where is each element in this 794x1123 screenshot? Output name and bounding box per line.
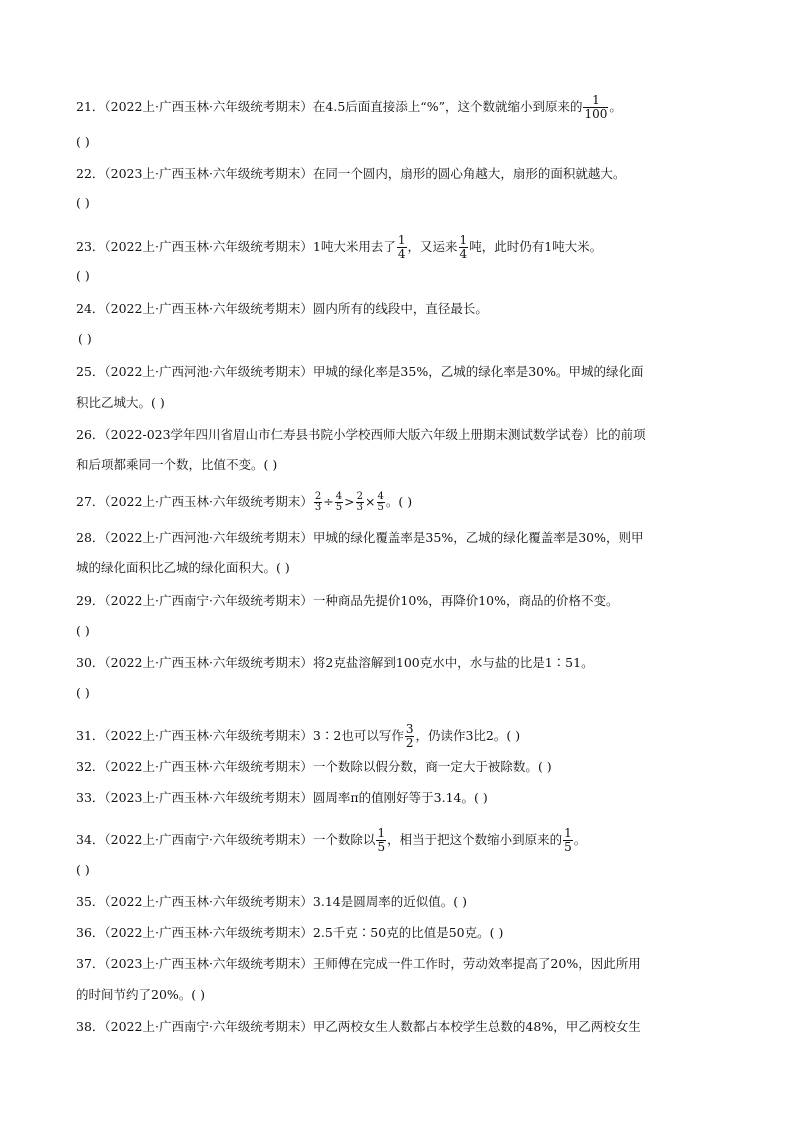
question-29: 29．（2022上·广西南宁·六年级统考期末）一种商品先提价10%，再降价10%，商品的价格不变。: [76, 593, 619, 608]
answer-blank-31[interactable]: ( ): [506, 728, 521, 743]
q-source: （2023上·广西玉林·六年级统考期末）: [104, 790, 313, 805]
question-21: 21．（2022上·广西玉林·六年级统考期末）在4.5后面直接添上“%”，这个数就缩小到原来的 $\frac{1}{100}$ 。: [76, 93, 622, 121]
q-source: （2022上·广西南宁·六年级统考期末）: [104, 593, 313, 608]
fraction: $\frac{2}{3}$: [314, 491, 322, 513]
question-24: 24．（2022上·广西玉林·六年级统考期末）圆内所有的线段中，直径最长。: [76, 301, 488, 316]
q-source: （2022上·广西玉林·六年级统考期末）: [104, 494, 313, 509]
question-22: 22．（2023上·广西玉林·六年级统考期末）在同一个圆内，扇形的圆心角越大，扇形的面积就越大。: [76, 166, 626, 181]
fraction: $\frac{3}{2}$: [405, 722, 414, 750]
answer-blank-28[interactable]: ( ): [276, 560, 290, 575]
fraction: $\frac{1}{5}$: [564, 826, 572, 854]
question-37: 37．（2023上·广西玉林·六年级统考期末）王师傅在完成一件工作时，劳动效率提高了20%，因此所用: [76, 956, 641, 971]
q-source: （2022上·广西玉林·六年级统考期末）: [104, 239, 313, 254]
q-source: （2022上·广西玉林·六年级统考期末）: [104, 894, 313, 909]
question-33: 33．（2023上·广西玉林·六年级统考期末）圆周率π的值刚好等于3.14。( ): [76, 790, 488, 805]
q-number: 21．: [76, 99, 105, 114]
q-text: 在同一个圆内，扇形的圆心角越大，扇形的面积就越大。: [312, 166, 626, 181]
answer-blank-25[interactable]: ( ): [151, 395, 165, 410]
fraction: $\frac{1}{5}$: [377, 826, 386, 854]
question-25: 25．（2022上·广西河池·六年级统考期末）甲城的绿化率是35%，乙城的绿化率是30%。甲城的绿化面: [76, 364, 644, 379]
question-32: 32．（2022上·广西玉林·六年级统考期末）一个数除以假分数，商一定大于被除数。( ): [76, 759, 552, 774]
question-26: 26．（2022-023学年四川省眉山市仁寿县书院小学校西师大版六年级上册期末测试数学试卷）比的前项: [76, 427, 646, 442]
question-25-cont: 积比乙城大。( ): [76, 395, 165, 410]
answer-blank-29[interactable]: ( ): [76, 623, 90, 638]
fraction: $\frac{2}{3}$: [356, 491, 364, 513]
answer-blank-37[interactable]: ( ): [191, 987, 206, 1002]
answer-blank-35[interactable]: ( ): [453, 894, 467, 909]
fraction: $\frac{1}{100}$: [584, 93, 608, 121]
answer-blank-23[interactable]: ( ): [76, 268, 90, 283]
fraction: $\frac{4}{5}$: [335, 491, 343, 513]
fraction: $\frac{1}{4}$: [397, 233, 406, 261]
q-source: （2022上·广西玉林·六年级统考期末）: [104, 925, 313, 940]
q-source: （2023上·广西玉林·六年级统考期末）: [104, 166, 313, 181]
answer-blank-32[interactable]: ( ): [537, 759, 552, 774]
answer-blank-21[interactable]: ( ): [76, 134, 90, 149]
question-28: 28．（2022上·广西河池·六年级统考期末）甲城的绿化覆盖率是35%，乙城的绿化覆盖率是30%，则甲: [76, 530, 644, 545]
answer-blank-26[interactable]: ( ): [263, 457, 278, 472]
answer-blank-36[interactable]: ( ): [489, 925, 504, 940]
q-source: （2022上·广西南宁·六年级统考期末）: [104, 1019, 313, 1034]
fraction: $\frac{4}{5}$: [377, 491, 384, 513]
q-source: （2022上·广西玉林·六年级统考期末）: [104, 759, 313, 774]
q-source: （2022-023学年四川省眉山市仁寿县书院小学校西师大版六年级上册期末测试数学试卷）: [104, 427, 596, 442]
q-source: （2022上·广西玉林·六年级统考期末）: [104, 301, 313, 316]
q-source: （2022上·广西南宁·六年级统考期末）: [104, 832, 313, 847]
q-source: （2022上·广西河池·六年级统考期末）: [104, 530, 313, 545]
q-source: （2022上·广西玉林·六年级统考期末）: [104, 728, 313, 743]
question-37-cont: 的时间节约了20%。( ): [76, 987, 206, 1002]
question-27: 27．（2022上·广西玉林·六年级统考期末） $\frac{2}{3}$ ÷ $\frac{4}{5}$ > $\frac{2}{3}$ × $\frac{4}{5}$ 。( ): [76, 491, 413, 513]
answer-blank-22[interactable]: ( ): [76, 195, 90, 210]
question-23: 23．（2022上·广西玉林·六年级统考期末）1吨大米用去了 $\frac{1}{4}$ ，又运来 $\frac{1}{4}$ 吨，此时仍有1吨大米。: [76, 233, 603, 261]
q-text: 在4.5后面直接添上“%”，这个数就缩小到原来的: [312, 99, 583, 114]
question-35: 35．（2022上·广西玉林·六年级统考期末）3.14是圆周率的近似值。( ): [76, 894, 467, 909]
answer-blank-24[interactable]: ( ): [78, 331, 92, 346]
fraction: $\frac{1}{4}$: [459, 233, 468, 261]
answer-blank-34[interactable]: ( ): [76, 862, 90, 877]
question-31: 31．（2022上·广西玉林·六年级统考期末）3∶2也可以写作 $\frac{3}{2}$ ，仍读作3比2。( ): [76, 722, 521, 750]
question-34: 34．（2022上·广西南宁·六年级统考期末）一个数除以 $\frac{1}{5}$ ，相当于把这个数缩小到原来的 $\frac{1}{5}$ 。: [76, 826, 587, 854]
answer-blank-33[interactable]: ( ): [473, 790, 488, 805]
question-30: 30．（2022上·广西玉林·六年级统考期末）将2克盐溶解到100克水中，水与盐的比是1∶51。: [76, 655, 594, 670]
q-source: （2022上·广西玉林·六年级统考期末）: [104, 655, 313, 670]
question-28-cont: 城的绿化面积比乙城的绿化面积大。( ): [76, 560, 290, 575]
question-36: 36．（2022上·广西玉林·六年级统考期末）2.5千克∶50克的比值是50克。( ): [76, 925, 504, 940]
answer-blank-27[interactable]: ( ): [398, 494, 413, 509]
q-source: （2022上·广西玉林·六年级统考期末）: [104, 99, 313, 114]
question-26-cont: 和后项都乘同一个数，比值不变。( ): [76, 457, 278, 472]
question-38: 38．（2022上·广西南宁·六年级统考期末）甲乙两校女生人数都占本校学生总数的48%，甲乙两校女生: [76, 1019, 641, 1034]
answer-blank-30[interactable]: ( ): [76, 685, 90, 700]
q-source: （2022上·广西河池·六年级统考期末）: [104, 364, 313, 379]
q-source: （2023上·广西玉林·六年级统考期末）: [104, 956, 313, 971]
